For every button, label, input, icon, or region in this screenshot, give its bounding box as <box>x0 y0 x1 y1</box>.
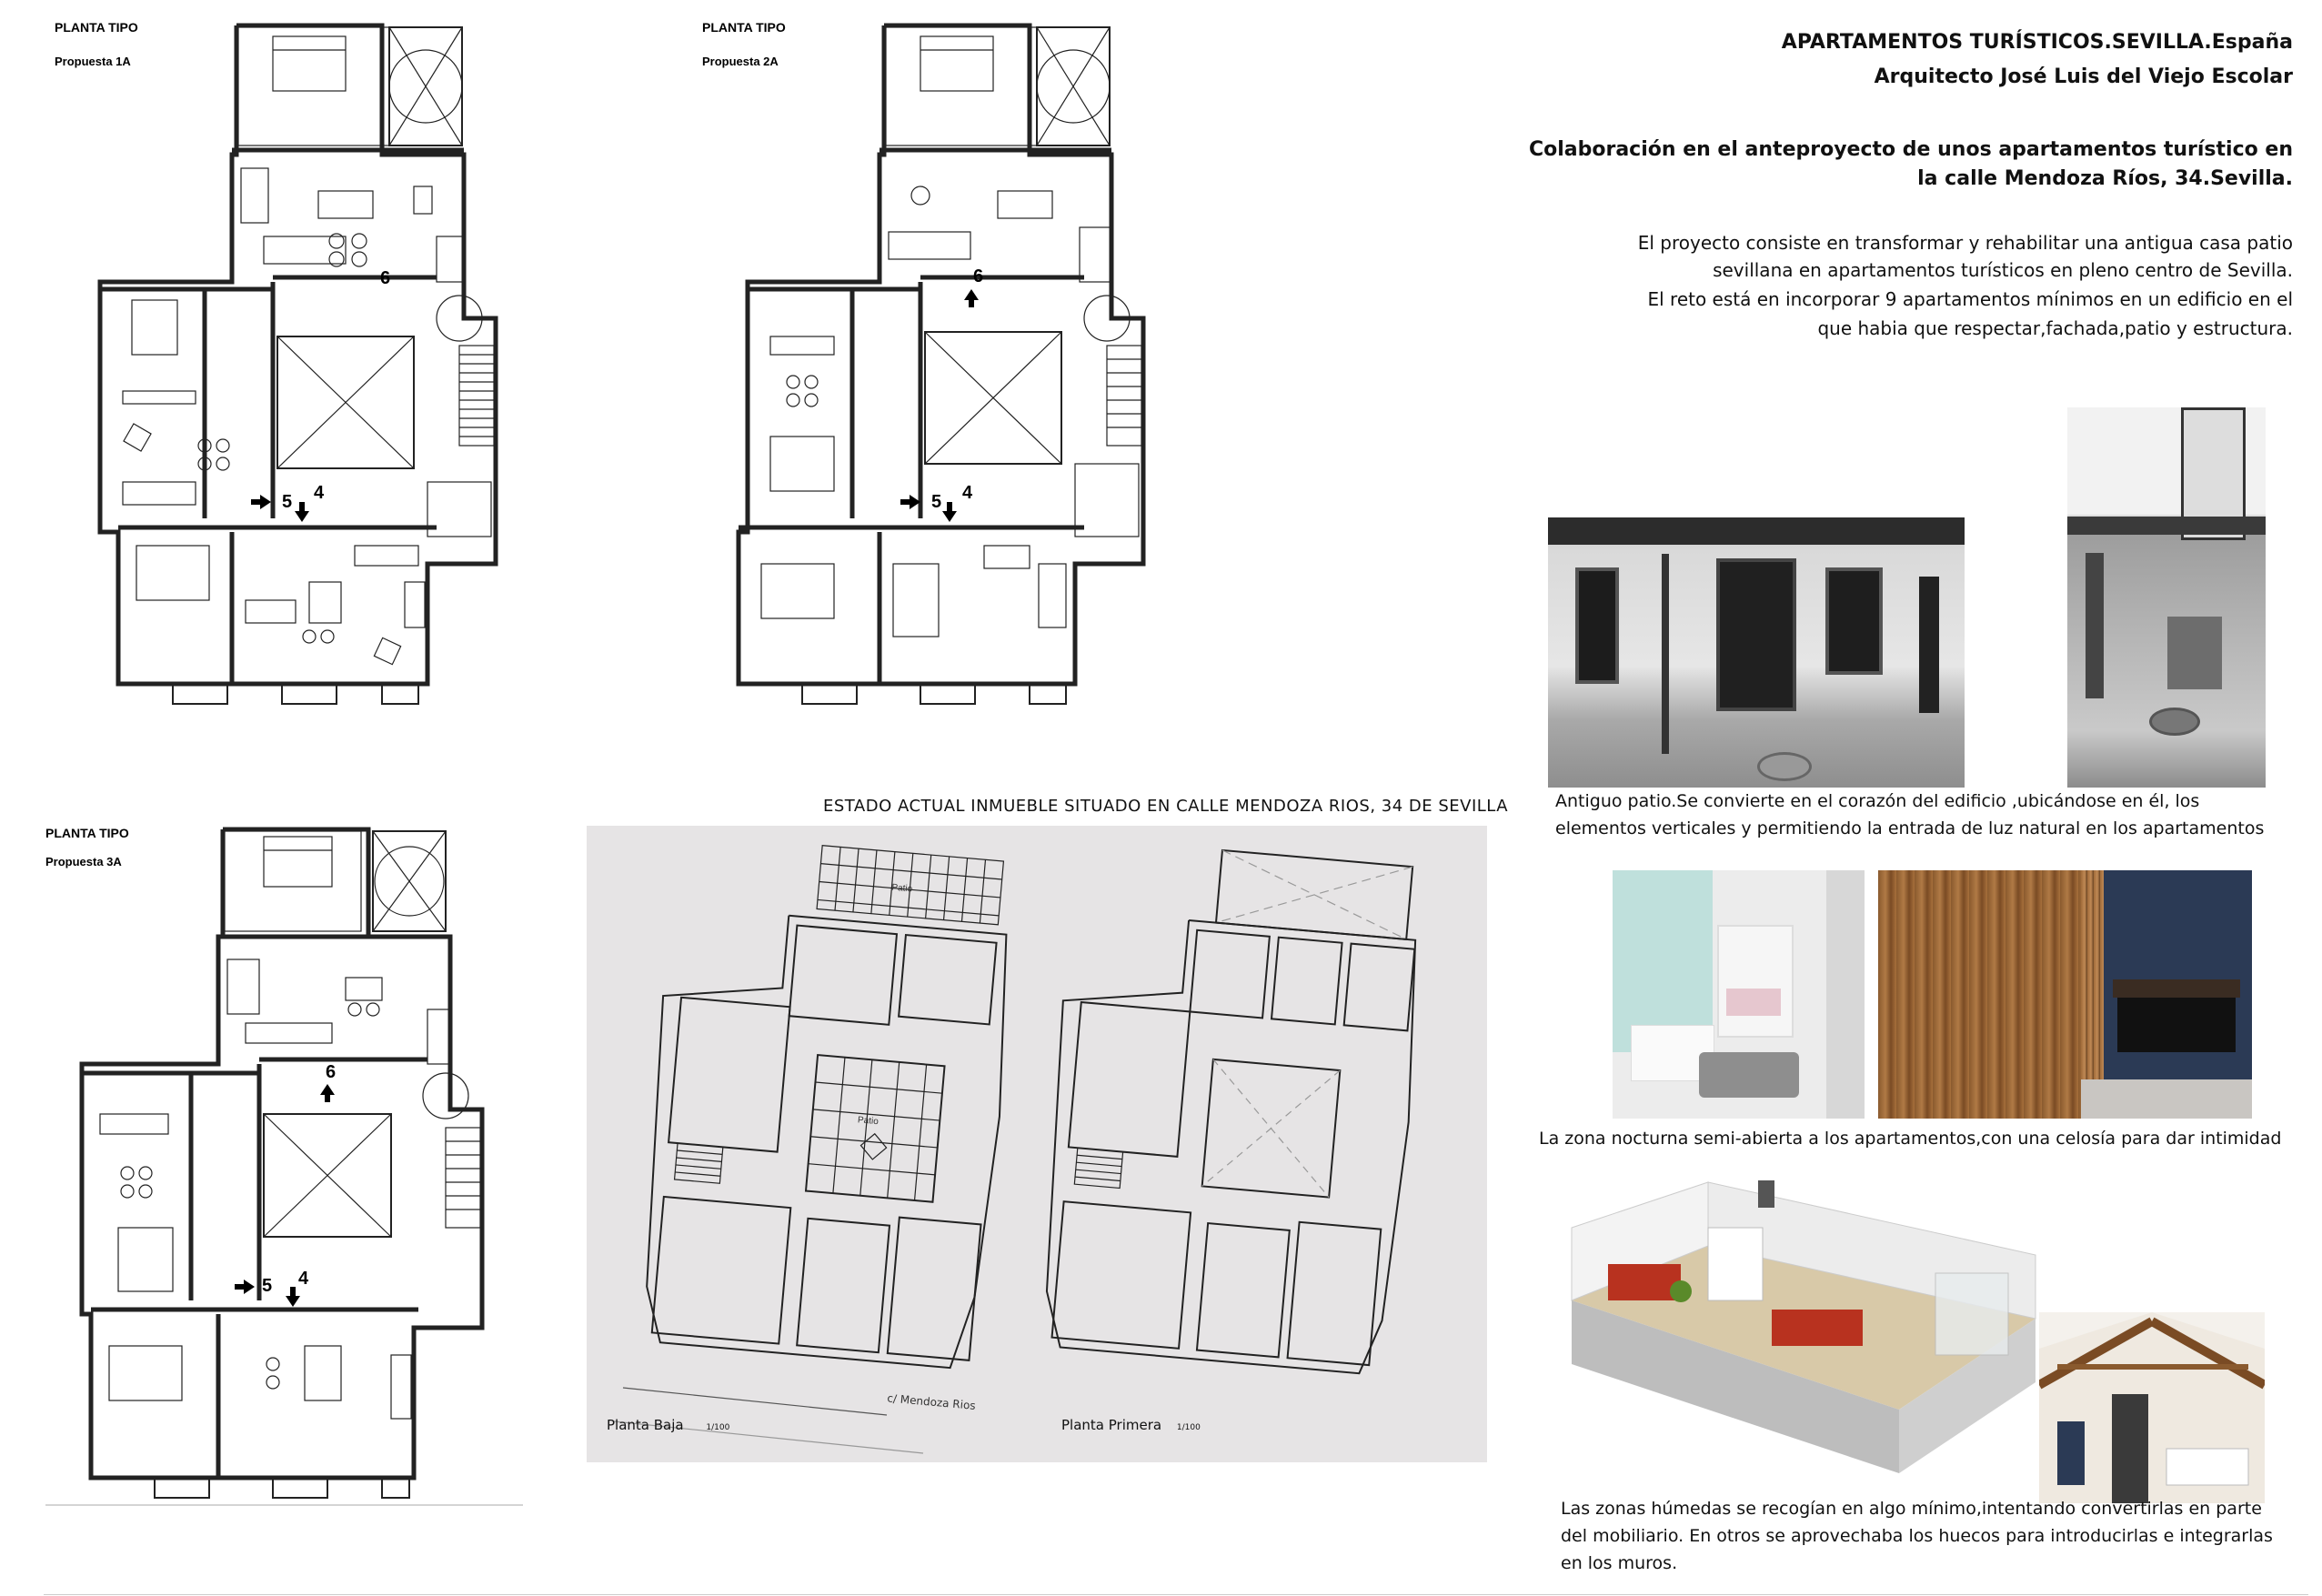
plan-drawing <box>648 0 1193 718</box>
existing-plans-drawing <box>587 826 1487 1462</box>
plan-heading: PLANTA TIPO <box>702 20 786 35</box>
floor-name: Planta Primera <box>1061 1417 1162 1433</box>
street-label: c/ Mendoza Rios <box>886 1391 977 1412</box>
render-drawing <box>1553 1173 2049 1473</box>
plan-proposal: Propuesta 3A <box>45 855 122 868</box>
wood-lattice-photo <box>1878 870 2081 1119</box>
intro-line: que habia que respectar,fachada,patio y estructura. <box>1817 317 2293 339</box>
patio-label: Patio <box>890 882 913 895</box>
plan-heading: PLANTA TIPO <box>45 826 129 840</box>
patio-caption: Antiguo patio.Se convierte en el corazón del edificio ,ubicándose en él, los <box>1555 791 2200 811</box>
access-marker: 6 <box>380 268 391 288</box>
plan-proposal: Propuesta 2A <box>702 55 779 68</box>
plan-heading: PLANTA TIPO <box>55 20 138 35</box>
access-marker: 5 <box>262 1276 273 1296</box>
wet-zone-caption: Las zonas húmedas se recogían en algo mínimo,intentando convertirlas en parte <box>1561 1499 2262 1519</box>
night-zone-caption: La zona nocturna semi-abierta a los apartamentos,con una celosía para dar intimidad <box>1539 1129 2282 1149</box>
plan-drawing <box>0 0 564 718</box>
subtitle-line: Colaboración en el anteproyecto de unos apartamentos turístico en <box>1528 138 2293 161</box>
access-marker: 5 <box>931 492 942 512</box>
apartment-render <box>1553 1173 2049 1473</box>
existing-state-panel <box>587 826 1487 1462</box>
floor-plan-3a <box>0 800 564 1519</box>
access-marker: 4 <box>298 1269 309 1289</box>
subtitle-line: la calle Mendoza Ríos, 34.Sevilla. <box>1917 167 2293 190</box>
plan-drawing <box>0 800 564 1519</box>
intro-line: sevillana en apartamentos turísticos en pleno centro de Sevilla. <box>1713 259 2293 281</box>
attic-drawing <box>2039 1312 2265 1503</box>
existing-state-title: ESTADO ACTUAL INMUEBLE SITUADO EN CALLE MENDOZA RIOS, 34 DE SEVILLA <box>823 797 1509 816</box>
bedroom-photo-white <box>1613 870 1865 1119</box>
scale-label: 1/100 <box>706 1423 730 1432</box>
intro-line: El reto está en incorporar 9 apartamentos mínimos en un edificio en el <box>1647 288 2293 310</box>
patio-photo-wide <box>1548 517 1965 788</box>
scale-label: 1/100 <box>1176 1423 1201 1432</box>
access-marker: 4 <box>314 483 325 503</box>
access-marker: 6 <box>973 266 984 286</box>
floor-plan-1a <box>0 0 564 718</box>
project-title: APARTAMENTOS TURÍSTICOS.SEVILLA.España <box>1781 31 2293 54</box>
access-marker: 6 <box>326 1062 337 1082</box>
patio-label: Patio <box>857 1115 880 1128</box>
bottom-divider <box>44 1594 2308 1595</box>
access-marker: 4 <box>962 483 973 503</box>
wet-zone-caption: del mobiliario. En otros se aprovechaba los huecos para introducirlas e integrarlas <box>1561 1526 2273 1546</box>
floor-name: Planta Baja <box>607 1417 684 1433</box>
dark-bedroom-photo <box>2081 870 2252 1119</box>
ground-floor-label <box>607 1417 729 1433</box>
plan-proposal: Propuesta 1A <box>55 55 131 68</box>
patio-caption: elementos verticales y permitiendo la entrada de luz natural en los apartamentos <box>1555 818 2265 838</box>
floor-plan-2a <box>648 0 1193 718</box>
wet-zone-caption: en los muros. <box>1561 1553 1678 1573</box>
first-floor-label <box>1061 1417 1201 1433</box>
intro-line: El proyecto consiste en transformar y rehabilitar una antigua casa patio <box>1637 232 2293 254</box>
attic-photo <box>2039 1312 2265 1503</box>
access-marker: 5 <box>282 492 293 512</box>
patio-photo-tall <box>2067 407 2266 788</box>
architect-name: Arquitecto José Luis del Viejo Escolar <box>1874 65 2293 88</box>
